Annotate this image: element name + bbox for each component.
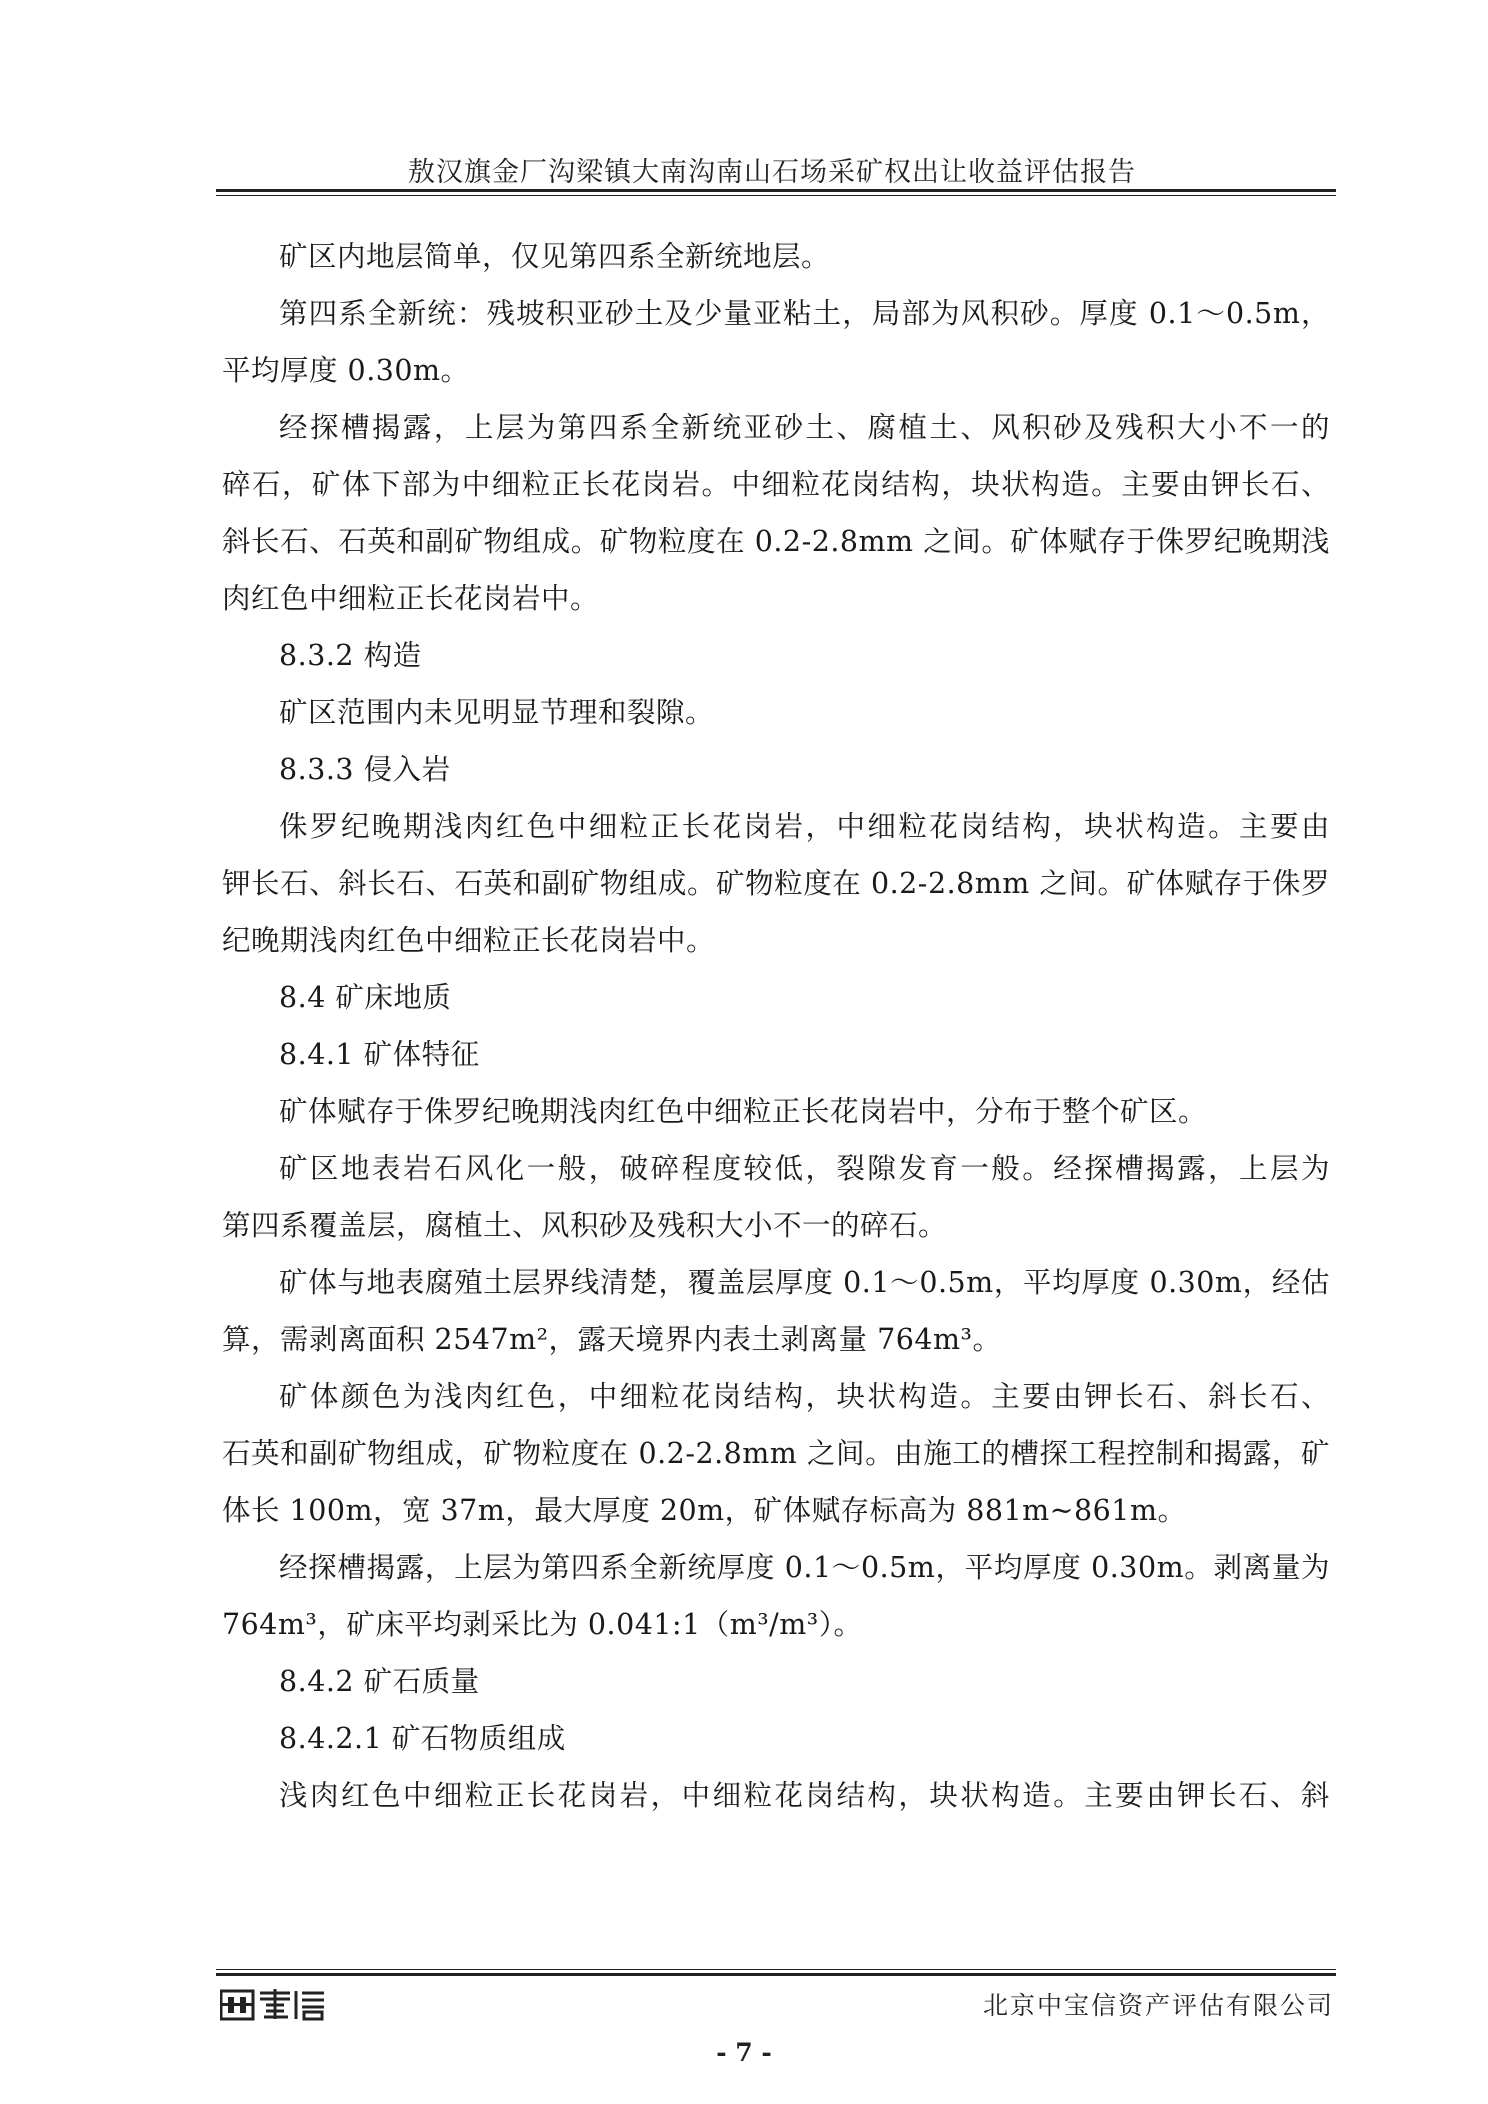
footer-rule <box>216 1973 1336 1976</box>
section-heading: 8.4.1 矿体特征 <box>279 1038 480 1071</box>
paragraph-line: 算，需剥离面积 2547m²，露天境界内表土剥离量 764m³。 <box>222 1323 1002 1356</box>
section-heading: 8.3.2 构造 <box>279 639 422 672</box>
paragraph-line: 侏罗纪晚期浅肉红色中细粒正长花岗岩，中细粒花岗结构，块状构造。主要由 <box>279 810 1330 843</box>
section-heading: 8.4.2.1 矿石物质组成 <box>279 1722 566 1755</box>
section-heading: 8.3.3 侵入岩 <box>279 753 451 786</box>
paragraph-line: 肉红色中细粒正长花岗岩中。 <box>222 582 600 615</box>
paragraph-line: 矿区范围内未见明显节理和裂隙。 <box>279 696 715 729</box>
paragraph-line: 第四系覆盖层，腐植土、风积砂及残积大小不一的碎石。 <box>222 1209 948 1242</box>
paragraph-line: 浅肉红色中细粒正长花岗岩，中细粒花岗结构，块状构造。主要由钾长石、斜 <box>279 1779 1330 1812</box>
paragraph-line: 平均厚度 0.30m。 <box>222 354 470 387</box>
paragraph-line: 矿区地表岩石风化一般，破碎程度较低，裂隙发育一般。经探槽揭露，上层为 <box>279 1152 1330 1185</box>
paragraph-line: 钾长石、斜长石、石英和副矿物组成。矿物粒度在 0.2-2.8mm 之间。矿体赋存于侏罗 <box>222 867 1330 900</box>
paragraph-line: 纪晚期浅肉红色中细粒正长花岗岩中。 <box>222 924 716 957</box>
paragraph-line: 矿区内地层简单，仅见第四系全新统地层。 <box>279 240 831 273</box>
section-heading: 8.4 矿床地质 <box>279 981 452 1014</box>
paragraph-line: 经探槽揭露，上层为第四系全新统亚砂土、腐植土、风积砂及残积大小不一的 <box>279 411 1330 444</box>
body-text <box>222 228 1330 1824</box>
paragraph-line: 矿体赋存于侏罗纪晚期浅肉红色中细粒正长花岗岩中，分布于整个矿区。 <box>279 1095 1208 1128</box>
paragraph-line: 体长 100m，宽 37m，最大厚度 20m，矿体赋存标高为 881m~861m。 <box>222 1494 1187 1527</box>
company-logo <box>220 1985 328 2023</box>
paragraph-line: 碎石，矿体下部为中细粒正长花岗岩。中细粒花岗结构，块状构造。主要由钾长石、 <box>222 468 1330 501</box>
company-name: 北京中宝信资产评估有限公司 <box>982 1991 1334 2020</box>
section-heading: 8.4.2 矿石质量 <box>279 1665 480 1698</box>
report-title: 敖汉旗金厂沟梁镇大南沟南山石场采矿权出让收益评估报告 <box>408 157 1136 188</box>
paragraph-line: 经探槽揭露，上层为第四系全新统厚度 0.1～0.5m，平均厚度 0.30m。剥离量为 <box>279 1551 1330 1584</box>
paragraph-line: 矿体与地表腐殖土层界线清楚，覆盖层厚度 0.1～0.5m，平均厚度 0.30m，经估 <box>279 1266 1330 1299</box>
paragraph-line: 第四系全新统：残坡积亚砂土及少量亚粘土，局部为风积砂。厚度 0.1～0.5m， <box>279 297 1330 330</box>
header-rule <box>216 189 1336 192</box>
paragraph-line: 764m³，矿床平均剥采比为 0.041:1（m³/m³）。 <box>222 1608 863 1641</box>
footer-rule-thin <box>216 1969 1336 1970</box>
page-number: - 7 - <box>716 2038 772 2067</box>
paragraph-line: 石英和副矿物组成，矿物粒度在 0.2-2.8mm 之间。由施工的槽探工程控制和揭露，矿 <box>222 1437 1330 1470</box>
header-rule-thin <box>216 195 1336 196</box>
paragraph-line: 矿体颜色为浅肉红色，中细粒花岗结构，块状构造。主要由钾长石、斜长石、 <box>279 1380 1330 1413</box>
paragraph-line: 斜长石、石英和副矿物组成。矿物粒度在 0.2-2.8mm 之间。矿体赋存于侏罗纪晚期浅 <box>222 525 1330 558</box>
